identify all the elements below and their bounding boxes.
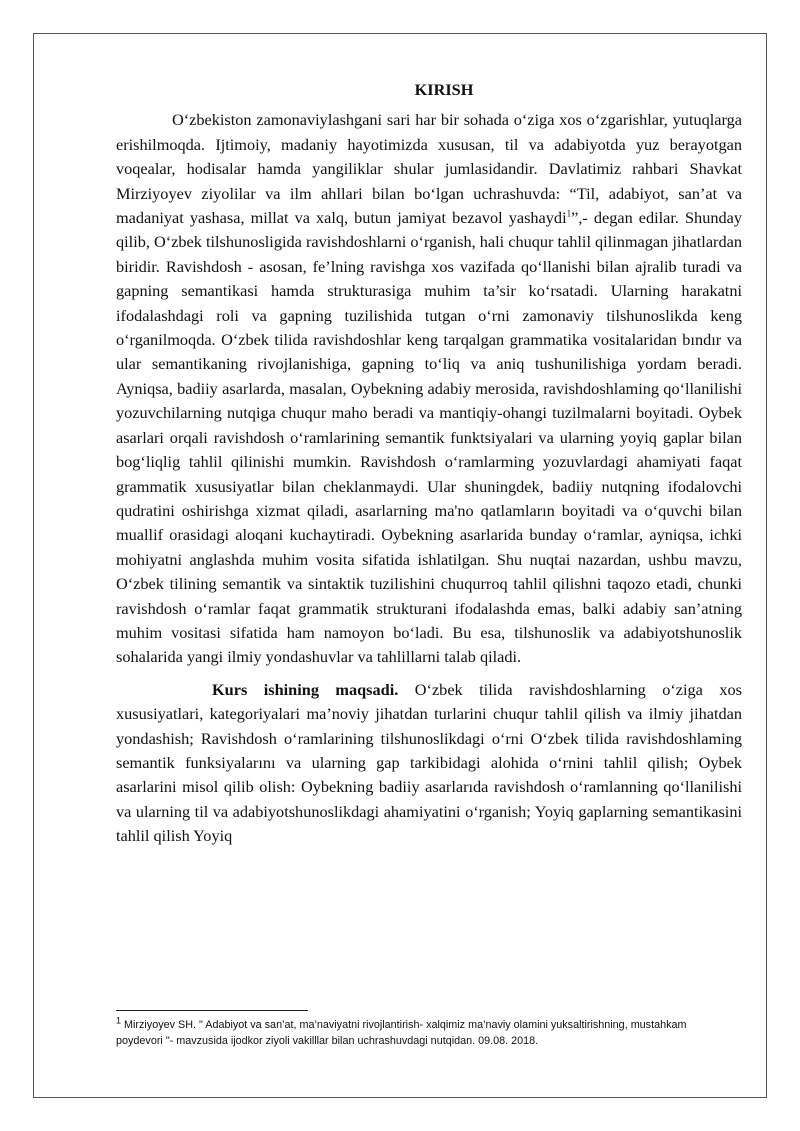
goal-label: Kurs ishining maqsadi. bbox=[212, 679, 399, 699]
goal-paragraph bbox=[116, 678, 742, 849]
goal-text: O‘zbek tilida ravishdoshlarning o‘ziga xos xususiyatlari, kategoriyalari ma’noviy jihatdan turlarini chuqur tahlil qilish va ilmiy jihatdan yondashish; Ravishdosh o‘ramlarining tilshunoslikdagi o‘rni O‘zbek tilida ravishdoshlaming semantik funksiyalarını va ularning gap tarkibidagi alohida o‘rnini tahlil qilish; Oybek asarlarini misol qilib olish: Oybekning badiiy asarlarıda ravishdosh o‘ramlanning qo‘llanilishi va ularning til va adabiyotshunoslikdagi ahamiyatini o‘rganish; Yoyiq gaplarning semantikasini tahlil qilish Yoyiq bbox=[116, 679, 742, 846]
footnote-text: Mirziyoyev SH. " Adabiyot va san’at, ma’naviyatni rivojlantirish- xalqimiz ma’naviy olamini yuksaltirishning, mustahkam poydevori "- mavzusida ijodkor ziyoli vakilllar bilan uchrashuvdagi nutqidan. 09.08. 2018. bbox=[116, 1019, 687, 1047]
footnote-number: 1 bbox=[116, 1015, 122, 1026]
footnote bbox=[116, 1017, 736, 1049]
section-title: KIRISH bbox=[414, 80, 474, 99]
footnote-reference[interactable]: 1 bbox=[566, 208, 572, 219]
footnote-separator bbox=[116, 1010, 308, 1011]
intro-text: O‘zbekiston zamonaviylashgani sari har bir sohada o‘ziga xos o‘zgarishlar, yutuqlarga erishilmoqda. Ijtimoiy, madaniy hayotimizda xususan, til va adabiyotda yuz berayotgan voqealar, hodisalar hamda yangiliklar shular jumlasidandir. Davlatimiz rahbari Shavkat Mirziyoyev ziyolilar va ilm ahllari bilan bo‘lgan uchrashuvda: “Til, adabiyot, san’at va madaniyat yashasa, millat va xalq, butun jamiyat bezavol yashaydi bbox=[116, 110, 742, 228]
intro-paragraph bbox=[116, 108, 742, 669]
intro-text-continued: ”,- degan edilar. Shunday qilib, O‘zbek tilshunosligida ravishdoshlarni o‘rganish, hali chuqur tahlil qilinmagan jihatlardan biridir. Ravishdosh - asosan, fe’lning ravishga xos vazifada qo‘llanishi bilan ajralib turadi va gapning semantikasi hamda strukturasiga muhim ta’sir ko‘rsatadi. Ularning harakatni ifodalashdagi roli va gapning tuzilishida tutgan o‘rni zamonaviy tilshunoslikda keng o‘rganilmoqda. O‘zbek tilida ravishdoshlar keng tarqalgan grammatika vositalaridan bındır va ular semantikaning rivojlanishiga, gapning to‘liq va aniq tushunilishiga yordam beradi. Ayniqsa, badiiy asarlarda, masalan, Oybekning adabiy merosida, ravishdoshlaming qo‘llanilishi yozuvchilarning nutqiga chuqur maho beradi va mantiqiy-ohangi tuzilmalarni boyitadi. Oybek asarlari orqali ravishdosh o‘ramlarining semantik funktsiyalari va ularning yoyiq gaplar bilan bog‘liqlig tahlil qilinishi mumkin. Ravishdosh o‘ramlarming yozuvlardagi ahamiyati faqat grammatik xususiyatlar bilan cheklanmaydi. Ular shuningdek, badiiy nutqning ifodalovchi qudratini oshirishga xizmat qiladi, asarlarning ma'no qatlamların boyitadi va o‘quvchi bilan muallif orasidagi aloqani kuchaytiradi. Oybekning asarlarida bunday o‘ramlar, ayniqsa, ichki mohiyatni anglashda muhim vosita sifatida ishlatilgan. Shu nuqtai nazardan, ushbu mavzu, O‘zbek tilining semantik va sintaktik tuzilishini chuqurroq tahlil qilishni taqozo etadi, chunki ravishdosh o‘ramlar faqat grammatik strukturani ifodalashda emas, balki adabiy san’atning muhim vositasi sifatida ham namoyon bo‘ladi. Bu esa, tilshunoslik va adabiyotshunoslik sohalarida yangi ilmiy yondashuvlar va tahlillarni talab qiladi. bbox=[116, 208, 742, 667]
document-body bbox=[116, 78, 742, 849]
